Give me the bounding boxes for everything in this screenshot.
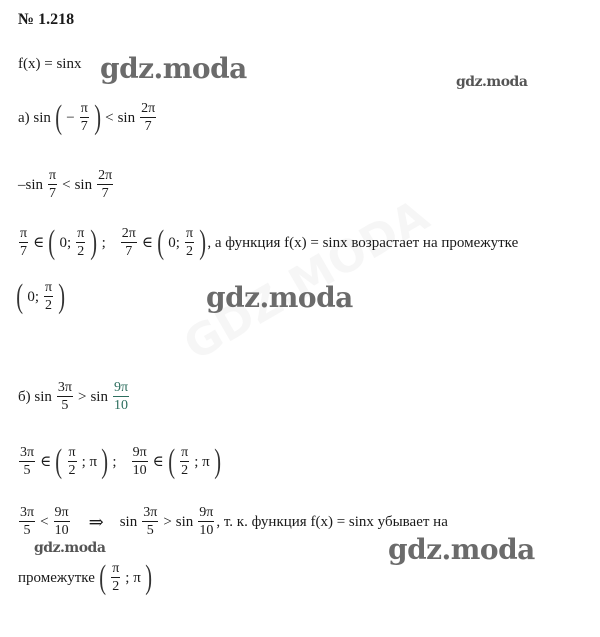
sin-word: sin — [175, 513, 194, 530]
semicolon: ; — [112, 453, 117, 470]
less-than: < — [105, 109, 114, 126]
fraction-9pi-10: $\frac{9\pi}{10}$ — [199, 505, 214, 538]
left-paren: ( — [55, 99, 62, 136]
fraction-pi-2: $\frac{\pi}{2}$ — [45, 280, 53, 313]
semicolon: ; — [101, 234, 106, 251]
minus-sign: − — [66, 109, 75, 126]
fraction-3pi-5: $\frac{3\pi}{5}$ — [57, 380, 72, 413]
part-b-membership: $\frac{3\pi}{5}$ ∈ ( $\frac{\pi}{2}$ ; π ) ; $\frac{9\pi}{10}$ ∈ ( $\frac{\pi}{2}$ ; π ) — [20, 443, 221, 480]
fraction-pi-7: $\frac{\pi}{7}$ — [49, 168, 57, 201]
part-a-interval: ( 0; $\frac{\pi}{2}$ ) — [16, 278, 66, 315]
semi-pi: ; π — [194, 453, 210, 470]
minus-sin: –sin — [18, 176, 44, 193]
watermark-logo: gdz.moda — [456, 74, 528, 90]
exercise-title: № 1.218 — [18, 11, 75, 28]
part-a-statement — [18, 101, 157, 135]
fraction-pi-7: $\frac{\pi}{7}$ — [80, 101, 88, 134]
part-a-rewrite — [18, 169, 114, 201]
greater-than: > — [77, 388, 87, 405]
part-b-label: б) sin — [18, 388, 52, 405]
fraction-9pi-10: $\frac{9\pi}{10}$ — [113, 380, 129, 413]
sin-word: sin — [117, 109, 136, 126]
watermark-logo: gdz.moda — [206, 281, 353, 314]
less-than: < — [40, 513, 49, 530]
element-of: ∈ — [40, 453, 52, 470]
fraction-3pi-5: $\frac{3\pi}{5}$ — [20, 505, 35, 538]
part-b-conclusion — [18, 506, 448, 538]
fraction-2pi-7: $\frac{2\pi}{7}$ — [121, 226, 136, 259]
zero: 0; — [168, 234, 180, 251]
part-b-statement — [18, 381, 130, 413]
function-intro: f(x) = sinx — [18, 56, 82, 72]
watermark-logo: gdz.moda — [100, 52, 247, 85]
watermark-logo: gdz.moda — [34, 540, 106, 556]
less-than: < — [62, 176, 71, 193]
semi-pi: ; π — [125, 569, 141, 586]
sin-word: sin — [90, 388, 108, 405]
fraction-pi-7: $\frac{\pi}{7}$ — [20, 226, 28, 259]
fraction-3pi-5: $\frac{3\pi}{5}$ — [20, 445, 35, 478]
element-of: ∈ — [33, 234, 45, 251]
right-paren: ) — [94, 99, 101, 136]
fraction-3pi-5: $\frac{3\pi}{5}$ — [143, 505, 158, 538]
interval-word: промежутке — [18, 569, 95, 586]
fraction-pi-2: $\frac{\pi}{2}$ — [68, 445, 76, 478]
increasing-text: , а функция f(x) = sinx возрастает на промежутке — [207, 234, 519, 251]
implies-arrow: ⇒ — [88, 512, 104, 532]
fraction-pi-2: $\frac{\pi}{2}$ — [77, 226, 85, 259]
sin-word: sin — [119, 513, 138, 530]
fraction-pi-2: $\frac{\pi}{2}$ — [185, 226, 194, 259]
fraction-9pi-10: $\frac{9\pi}{10}$ — [132, 445, 147, 478]
greater-than: > — [163, 513, 172, 530]
part-a-label: а) sin — [18, 109, 51, 126]
fraction-2pi-7: $\frac{2\pi}{7}$ — [141, 101, 156, 134]
part-a-membership: $\frac{\pi}{7}$ ∈ ( 0; $\frac{\pi}{2}$ ) ; $\frac{2\pi}{7}$ ∈ ( 0; $\frac{\pi}{2}$ ) , а функция f(x) = sinx возрастает на промежутке — [20, 224, 519, 261]
fraction-2pi-7: $\frac{2\pi}{7}$ — [98, 168, 113, 201]
fraction-pi-2: $\frac{\pi}{2}$ — [112, 561, 120, 594]
watermark-logo: gdz.moda — [388, 533, 535, 566]
fraction-pi-2: $\frac{\pi}{2}$ — [181, 445, 189, 478]
fraction-9pi-10: $\frac{9\pi}{10}$ — [54, 505, 69, 538]
part-b-interval: промежутке ( $\frac{\pi}{2}$ ; π ) — [18, 559, 152, 596]
decreasing-text: , т. к. функция f(x) = sinx убывает на — [216, 513, 448, 530]
semi-pi: ; π — [81, 453, 98, 470]
zero: 0; — [59, 234, 72, 251]
element-of: ∈ — [152, 453, 164, 470]
sin-word: sin — [74, 176, 93, 193]
element-of: ∈ — [141, 234, 153, 251]
zero: 0; — [27, 288, 39, 305]
